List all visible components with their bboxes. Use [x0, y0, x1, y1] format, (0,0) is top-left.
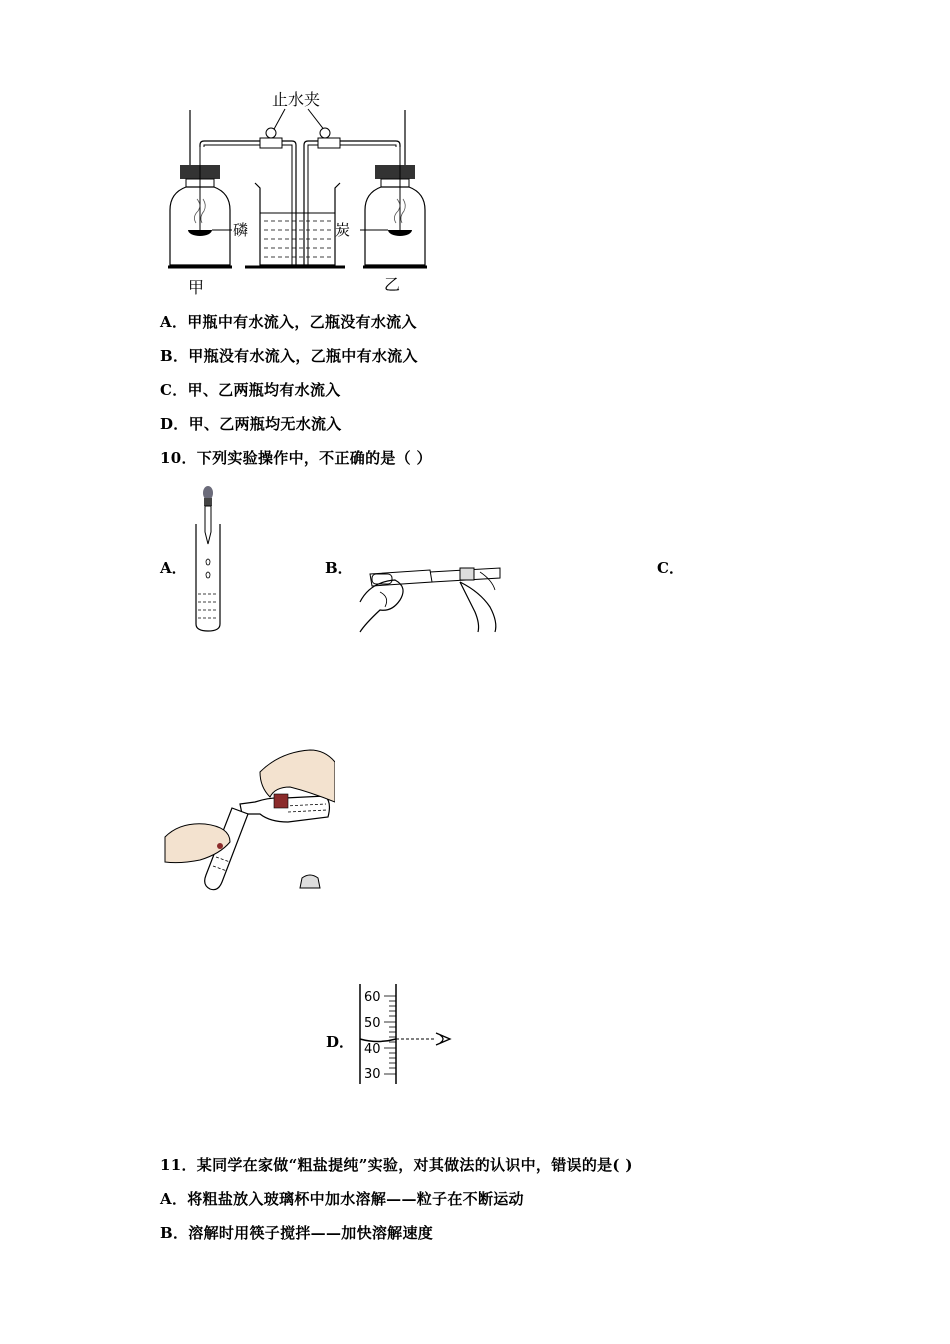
q10-option-b-label: B． — [325, 559, 353, 577]
clamp-pointer-left — [273, 109, 285, 131]
option-text: 甲瓶中有水流入，乙瓶没有水流入 — [187, 313, 417, 331]
left-bottle — [168, 110, 232, 267]
q10-option-a-figure — [188, 484, 228, 634]
tick-label-50: 50 — [364, 1016, 381, 1031]
dropper-test-tube-diagram — [188, 484, 228, 634]
tick-label-60: 60 — [364, 990, 381, 1005]
option-text: 将粗盐放入玻璃杯中加水溶解——粒子在不断运动 — [187, 1190, 524, 1208]
option-letter: D． — [160, 415, 189, 433]
q10-option-c-label: C． — [657, 559, 684, 577]
right-clamp — [320, 128, 330, 138]
q10-option-a-label: A． — [160, 559, 187, 577]
option-letter: B． — [160, 347, 189, 365]
pouring-liquid-diagram — [160, 742, 335, 897]
option-letter: B． — [160, 1224, 189, 1242]
q10-option-b-figure — [350, 552, 510, 634]
clamp-label: 止水夹 — [272, 90, 321, 109]
option-text: 甲瓶没有水流入，乙瓶中有水流入 — [188, 347, 418, 365]
q9-option-b — [160, 345, 418, 366]
option-text: 甲、乙两瓶均有水流入 — [187, 381, 341, 399]
q9-option-a — [160, 311, 417, 332]
q9-option-d — [160, 413, 342, 434]
q9-option-c — [160, 379, 341, 400]
q10-stem: 10．下列实验操作中，不正确的是（ ） — [160, 449, 432, 467]
phosphorus-label: 磷 — [233, 221, 249, 239]
q10-option-d-figure — [356, 982, 466, 1086]
option-letter: A． — [160, 313, 188, 331]
right-bottle-label: 乙 — [384, 275, 401, 294]
apparatus-diagram — [160, 85, 450, 300]
option-letter: A． — [160, 1190, 188, 1208]
option-text: 溶解时用筷子搅拌——加快溶解速度 — [188, 1224, 434, 1242]
q11-option-a — [160, 1188, 524, 1209]
q11-stem: 11．某同学在家做“粗盐提纯”实验，对其做法的认识中，错误的是( ) — [160, 1156, 633, 1174]
option-text: 甲、乙两瓶均无水流入 — [188, 415, 342, 433]
tick-label-40: 40 — [364, 1042, 381, 1057]
right-bottle — [360, 110, 427, 267]
q11-option-b — [160, 1222, 433, 1243]
beaker — [245, 183, 345, 267]
graduated-cylinder-diagram — [356, 982, 466, 1086]
tick-label-30: 30 — [364, 1067, 381, 1082]
clamp-pointer-right — [308, 109, 325, 131]
q10-option-c-figure — [160, 742, 335, 897]
q10-option-d-label: D． — [326, 1033, 355, 1051]
hands-plugging-tube-diagram — [350, 552, 510, 634]
eye-icon — [436, 1033, 450, 1045]
q9-apparatus-figure — [160, 85, 450, 300]
option-letter: C． — [160, 381, 188, 399]
left-bottle-label: 甲 — [188, 278, 205, 297]
carbon-label: 炭 — [335, 221, 351, 239]
left-clamp — [266, 128, 276, 138]
